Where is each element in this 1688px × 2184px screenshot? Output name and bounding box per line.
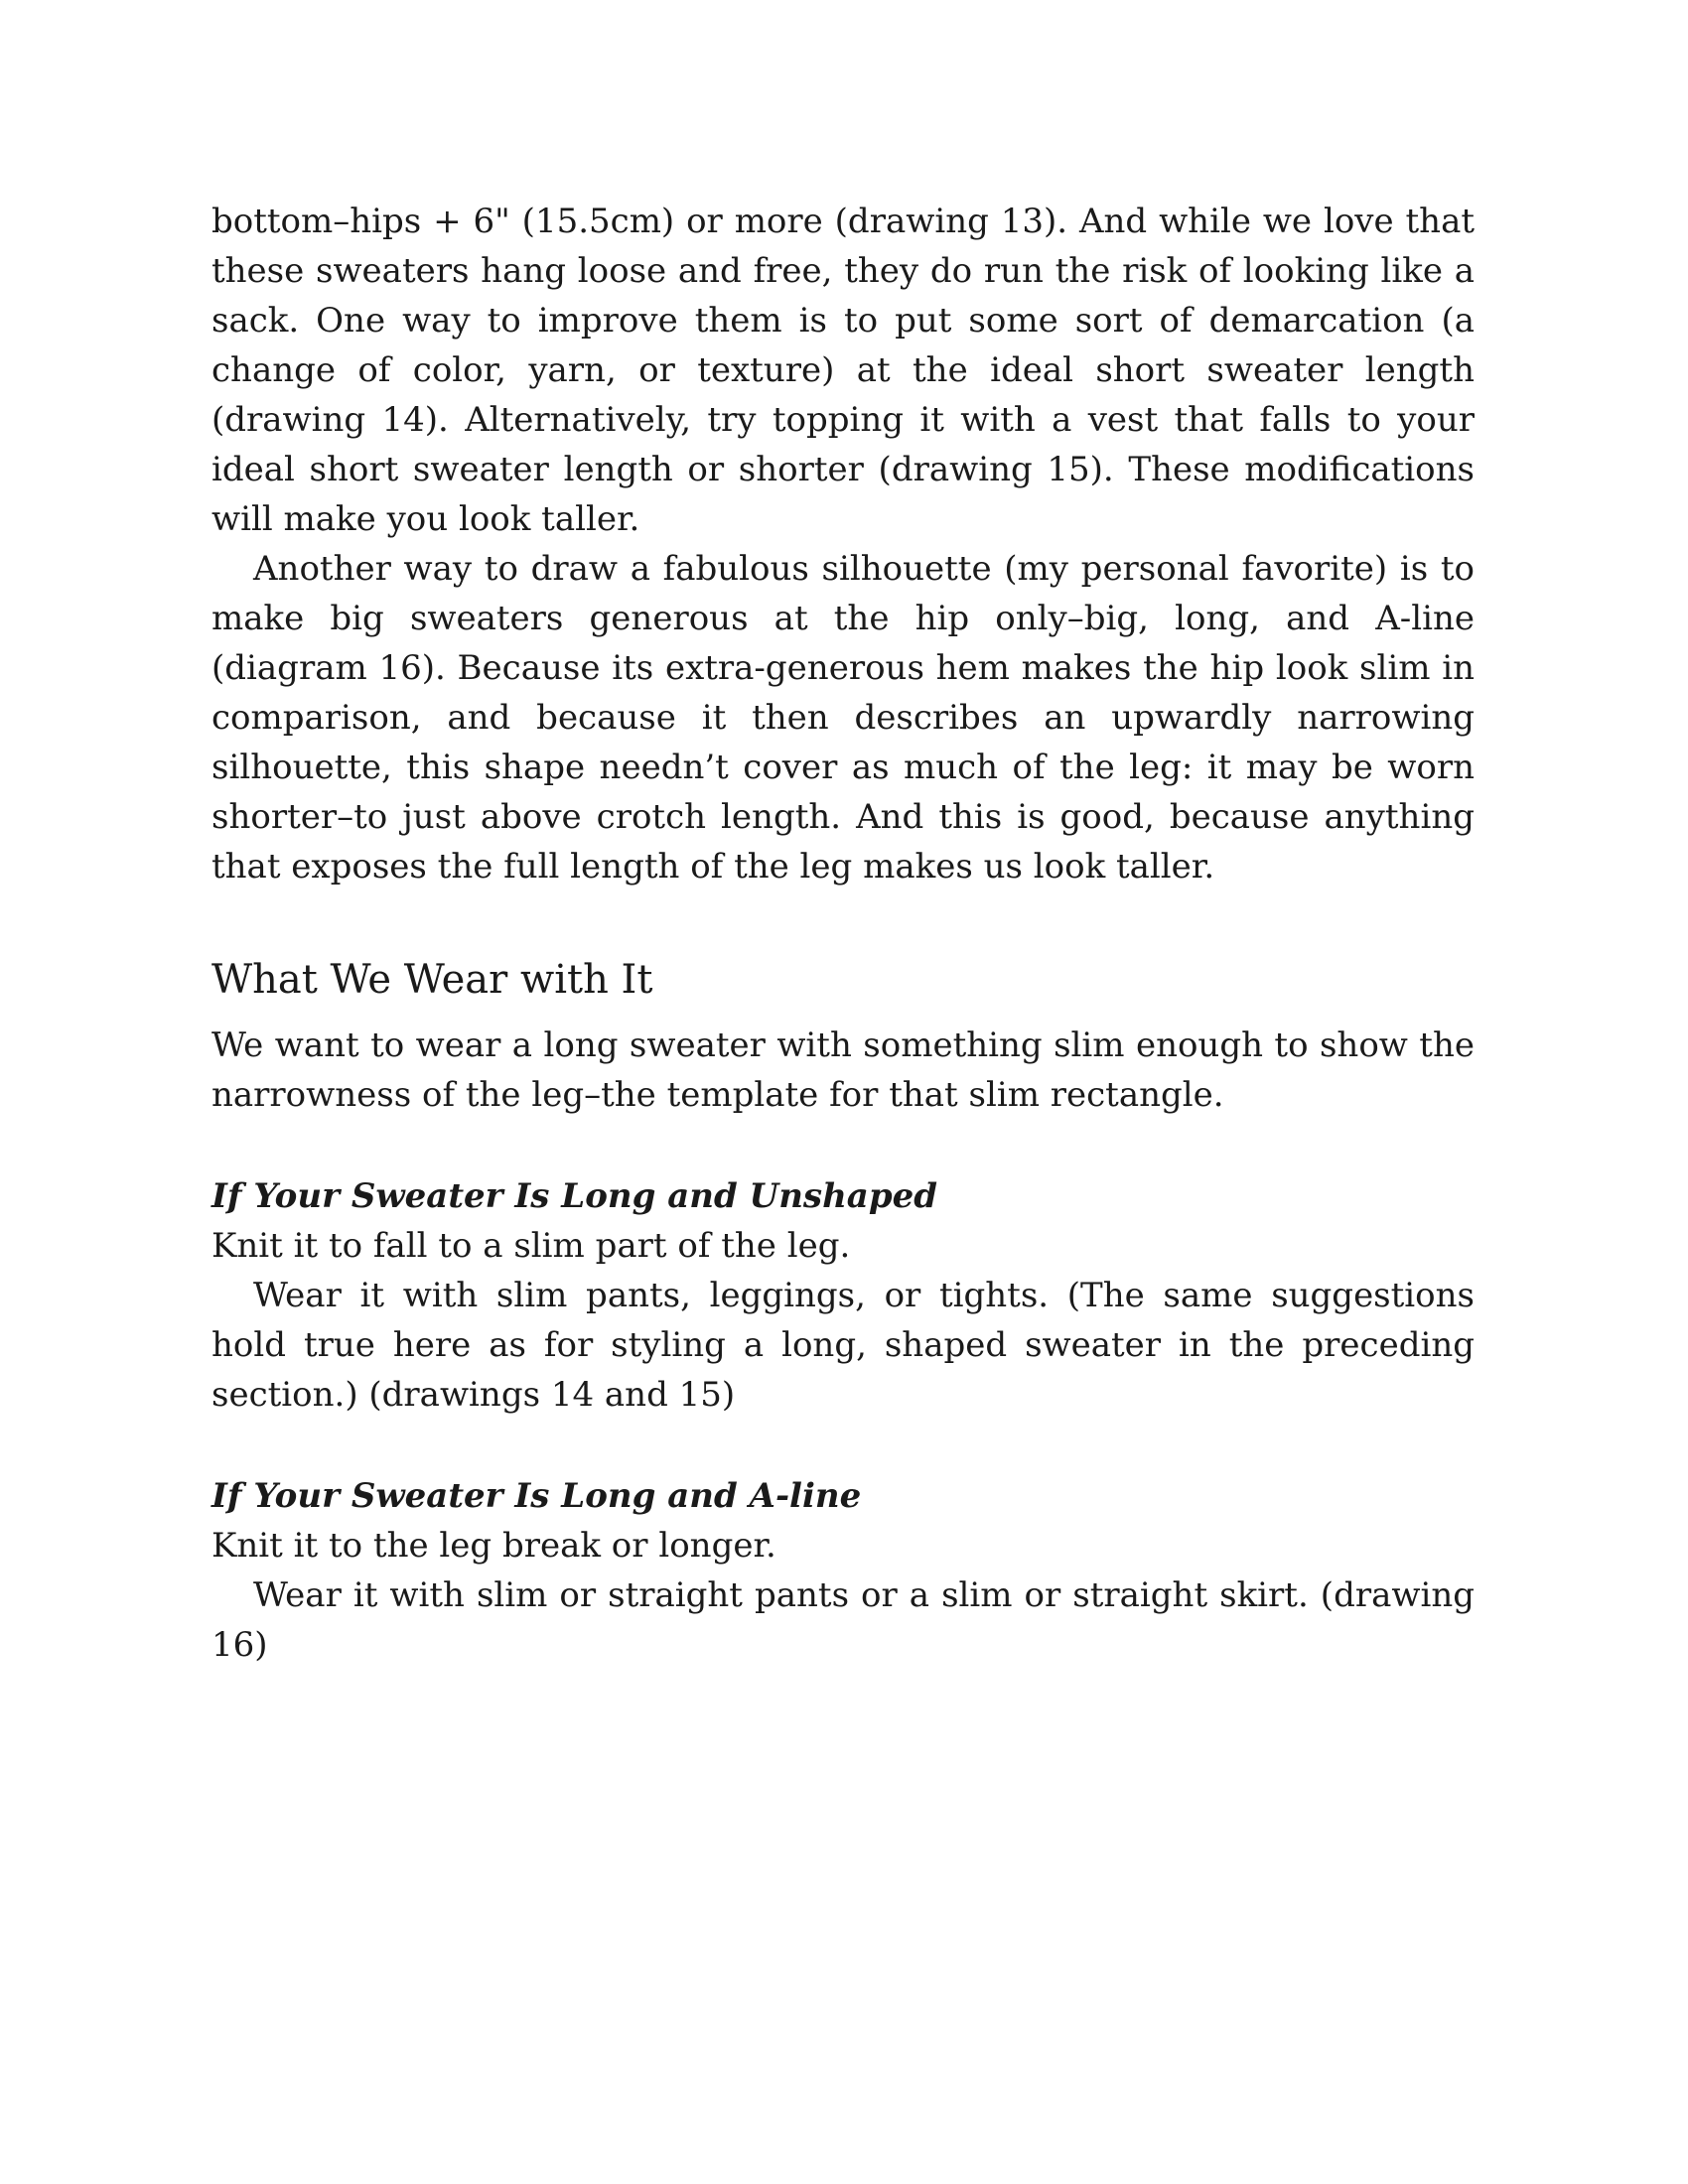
unshaped-paragraph-1: Knit it to fall to a slim part of the leg.	[211, 1226, 851, 1266]
body-paragraph-2: Another way to draw a fabulous silhouette (my personal favorite) is to make big sweaters generous at the hip only–big, long, and A-line (diagram 16). Because its extra-generous hem makes the hip look slim in comparison, and because it then describes an upwardly narrowing silhouette, this shape needn’t cover as much of the leg: it may be worn shorter–to just above crotch length. And this is good, because anything that exposes the full length of the leg makes us look taller.	[211, 549, 1475, 887]
section-intro-paragraph: We want to wear a long sweater with something slim enough to show the narrowness of the leg–the template for that slim rectangle.	[211, 1025, 1475, 1115]
section-heading: What We Wear with It	[211, 957, 653, 1003]
body-paragraph-1: bottom–hips + 6" (15.5cm) or more (drawing 13). And while we love that these sweaters hang loose and free, they do run the risk of looking like a sack. One way to improve them is to put some sort of demarcation (a change of color, yarn, or texture) at the ideal short sweater length (drawing 14). Alternatively, try topping it with a vest that falls to your ideal short sweater length or shorter (drawing 15). These modifications will make you look taller.	[211, 202, 1475, 539]
unshaped-subheading: If Your Sweater Is Long and Unshaped	[211, 1176, 937, 1216]
aline-subheading: If Your Sweater Is Long and A-line	[211, 1476, 862, 1516]
aline-paragraph-1: Knit it to the leg break or longer.	[211, 1526, 776, 1566]
aline-paragraph-2: Wear it with slim or straight pants or a slim or straight skirt. (drawing 16)	[211, 1575, 1475, 1665]
page-content	[211, 197, 1475, 1670]
unshaped-paragraph-2: Wear it with slim pants, leggings, or tights. (The same suggestions hold true here as for styling a long, shaped sweater in the preceding section.) (drawings 14 and 15)	[211, 1276, 1475, 1415]
